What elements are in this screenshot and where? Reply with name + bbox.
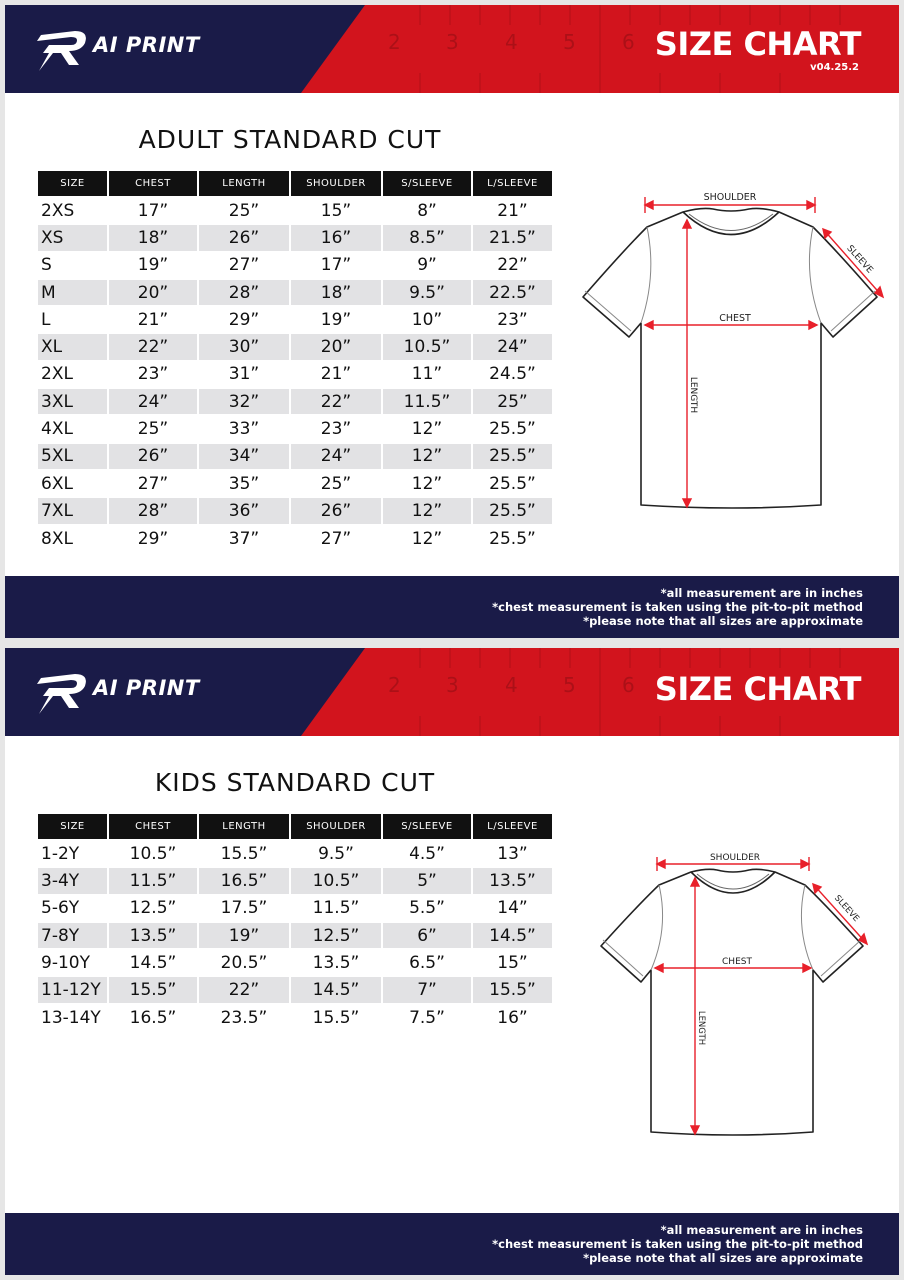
measurement-cell: 4.5” — [382, 840, 472, 867]
column-header: LENGTH — [198, 814, 290, 840]
measurement-cell: 23.5” — [198, 1004, 290, 1031]
length-label: LENGTH — [696, 1010, 706, 1046]
tshirt-measurement-diagram — [595, 848, 875, 1148]
note-line: *all measurement are in inches — [660, 1223, 863, 1237]
measurement-cell: 12” — [382, 443, 472, 470]
measurement-cell: 9.5” — [290, 840, 382, 867]
measurement-cell: 14” — [472, 895, 552, 922]
size-table — [38, 171, 552, 552]
measurement-cell: 31” — [198, 361, 290, 388]
measurement-cell: 23” — [290, 415, 382, 442]
measurement-cell: 25.5” — [472, 525, 552, 552]
measurement-cell: 33” — [198, 415, 290, 442]
size-cell: 4XL — [38, 415, 108, 442]
tshirt-measurement-diagram — [575, 185, 885, 515]
table-row — [38, 867, 552, 894]
footer-banner — [5, 1213, 899, 1275]
ruler-mark: 6 — [622, 673, 635, 697]
size-cell: 7XL — [38, 497, 108, 524]
size-cell: 9-10Y — [38, 949, 108, 976]
sleeve-label: SLEEVE — [832, 893, 861, 924]
measurement-cell: 27” — [108, 470, 198, 497]
measurement-cell: 13.5” — [108, 922, 198, 949]
measurement-cell: 12.5” — [290, 922, 382, 949]
size-cell: 5XL — [38, 443, 108, 470]
table-row — [38, 361, 552, 388]
table-row — [38, 949, 552, 976]
table-row — [38, 415, 552, 442]
shoulder-label: SHOULDER — [709, 853, 761, 863]
measurement-cell: 25.5” — [472, 415, 552, 442]
measurement-cell: 18” — [108, 224, 198, 251]
measurement-cell: 26” — [108, 443, 198, 470]
table-row — [38, 197, 552, 224]
table-row — [38, 895, 552, 922]
column-header: LENGTH — [198, 171, 290, 197]
note-line: *chest measurement is taken using the pit-to-pit method — [492, 600, 863, 614]
measurement-notes — [492, 586, 863, 628]
column-header: SIZE — [38, 814, 108, 840]
table-row — [38, 252, 552, 279]
measurement-cell: 23” — [108, 361, 198, 388]
size-cell: S — [38, 252, 108, 279]
size-cell: L — [38, 306, 108, 333]
cut-title: KIDS STANDARD CUT — [154, 768, 436, 797]
measurement-cell: 17” — [290, 252, 382, 279]
size-cell: 6XL — [38, 470, 108, 497]
measurement-cell: 21” — [290, 361, 382, 388]
measurement-cell: 9” — [382, 252, 472, 279]
measurement-cell: 25.5” — [472, 443, 552, 470]
header-banner — [5, 5, 899, 93]
table-row — [38, 922, 552, 949]
measurement-cell: 25” — [108, 415, 198, 442]
size-cell: 2XS — [38, 197, 108, 224]
measurement-cell: 7” — [382, 976, 472, 1003]
measurement-cell: 27” — [290, 525, 382, 552]
length-label: LENGTH — [688, 376, 698, 414]
measurement-cell: 5.5” — [382, 895, 472, 922]
size-cell: 3XL — [38, 388, 108, 415]
size-chart-title: SIZE CHART — [654, 670, 861, 708]
ruler-mark: 3 — [446, 30, 459, 54]
shoulder-label: SHOULDER — [703, 192, 757, 203]
table-row — [38, 306, 552, 333]
measurement-cell: 15” — [290, 197, 382, 224]
measurement-cell: 22” — [108, 333, 198, 360]
ruler-mark: 5 — [563, 673, 576, 697]
brand-logo-icon — [35, 670, 95, 718]
measurement-cell: 10.5” — [108, 840, 198, 867]
measurement-cell: 12.5” — [108, 895, 198, 922]
ruler-mark: 3 — [446, 673, 459, 697]
measurement-cell: 24” — [108, 388, 198, 415]
column-header: L/SLEEVE — [472, 171, 552, 197]
measurement-cell: 8.5” — [382, 224, 472, 251]
note-line: *chest measurement is taken using the pit-to-pit method — [492, 1237, 863, 1251]
table-row — [38, 525, 552, 552]
table-row — [38, 443, 552, 470]
measurement-cell: 26” — [290, 497, 382, 524]
chest-label: CHEST — [719, 313, 751, 324]
column-header: S/SLEEVE — [382, 171, 472, 197]
measurement-cell: 11.5” — [290, 895, 382, 922]
size-cell: 5-6Y — [38, 895, 108, 922]
measurement-cell: 21.5” — [472, 224, 552, 251]
measurement-cell: 23” — [472, 306, 552, 333]
measurement-cell: 21” — [472, 197, 552, 224]
table-row — [38, 976, 552, 1003]
measurement-cell: 11.5” — [382, 388, 472, 415]
measurement-cell: 11” — [382, 361, 472, 388]
brand-name: AI PRINT — [93, 676, 200, 700]
measurement-cell: 12” — [382, 525, 472, 552]
size-cell: XS — [38, 224, 108, 251]
measurement-cell: 16” — [472, 1004, 552, 1031]
measurement-cell: 13.5” — [472, 867, 552, 894]
footer-banner — [5, 576, 899, 638]
table-row — [38, 333, 552, 360]
measurement-cell: 16.5” — [108, 1004, 198, 1031]
size-cell: 7-8Y — [38, 922, 108, 949]
column-header: L/SLEEVE — [472, 814, 552, 840]
measurement-cell: 14.5” — [290, 976, 382, 1003]
size-cell: 2XL — [38, 361, 108, 388]
measurement-cell: 24” — [472, 333, 552, 360]
measurement-cell: 15.5” — [472, 976, 552, 1003]
measurement-cell: 6” — [382, 922, 472, 949]
measurement-cell: 22” — [290, 388, 382, 415]
measurement-cell: 11.5” — [108, 867, 198, 894]
measurement-cell: 10.5” — [382, 333, 472, 360]
column-header: SIZE — [38, 171, 108, 197]
measurement-cell: 30” — [198, 333, 290, 360]
measurement-cell: 19” — [198, 922, 290, 949]
ruler-mark: 2 — [388, 673, 401, 697]
measurement-cell: 19” — [290, 306, 382, 333]
measurement-cell: 22.5” — [472, 279, 552, 306]
measurement-cell: 35” — [198, 470, 290, 497]
measurement-cell: 15.5” — [290, 1004, 382, 1031]
size-cell: 8XL — [38, 525, 108, 552]
adult-size-chart-sheet — [5, 5, 899, 638]
size-cell: 1-2Y — [38, 840, 108, 867]
measurement-cell: 28” — [198, 279, 290, 306]
measurement-cell: 13.5” — [290, 949, 382, 976]
measurement-cell: 14.5” — [108, 949, 198, 976]
brand-logo-icon — [35, 27, 95, 75]
measurement-cell: 21” — [108, 306, 198, 333]
chest-label: CHEST — [722, 957, 752, 967]
measurement-cell: 36” — [198, 497, 290, 524]
size-cell: XL — [38, 333, 108, 360]
measurement-cell: 22” — [198, 976, 290, 1003]
header-banner — [5, 648, 899, 736]
measurement-cell: 8” — [382, 197, 472, 224]
table-row — [38, 388, 552, 415]
measurement-cell: 10” — [382, 306, 472, 333]
measurement-cell: 22” — [472, 252, 552, 279]
measurement-cell: 15.5” — [198, 840, 290, 867]
measurement-cell: 29” — [108, 525, 198, 552]
measurement-cell: 20” — [108, 279, 198, 306]
size-cell: M — [38, 279, 108, 306]
measurement-cell: 34” — [198, 443, 290, 470]
table-row — [38, 224, 552, 251]
measurement-cell: 25” — [290, 470, 382, 497]
cut-title: ADULT STANDARD CUT — [138, 125, 442, 154]
measurement-cell: 25.5” — [472, 497, 552, 524]
measurement-cell: 13” — [472, 840, 552, 867]
column-header: SHOULDER — [290, 171, 382, 197]
measurement-cell: 6.5” — [382, 949, 472, 976]
measurement-cell: 27” — [198, 252, 290, 279]
size-cell: 3-4Y — [38, 867, 108, 894]
measurement-cell: 29” — [198, 306, 290, 333]
measurement-cell: 15” — [472, 949, 552, 976]
note-line: *please note that all sizes are approximate — [583, 614, 863, 628]
measurement-cell: 20” — [290, 333, 382, 360]
kids-size-chart-sheet — [5, 648, 899, 1275]
measurement-cell: 25.5” — [472, 470, 552, 497]
table-row — [38, 840, 552, 867]
note-line: *all measurement are in inches — [660, 586, 863, 600]
measurement-cell: 17.5” — [198, 895, 290, 922]
measurement-cell: 25” — [198, 197, 290, 224]
column-header: CHEST — [108, 814, 198, 840]
measurement-cell: 32” — [198, 388, 290, 415]
measurement-cell: 12” — [382, 470, 472, 497]
table-row — [38, 497, 552, 524]
measurement-cell: 20.5” — [198, 949, 290, 976]
version-label: v04.25.2 — [810, 62, 859, 73]
ruler-mark: 5 — [563, 30, 576, 54]
ruler-mark: 2 — [388, 30, 401, 54]
size-chart-title: SIZE CHART — [654, 25, 861, 63]
column-header: SHOULDER — [290, 814, 382, 840]
measurement-cell: 10.5” — [290, 867, 382, 894]
measurement-cell: 14.5” — [472, 922, 552, 949]
ruler-mark: 4 — [505, 673, 518, 697]
measurement-cell: 7.5” — [382, 1004, 472, 1031]
note-line: *please note that all sizes are approximate — [583, 1251, 863, 1265]
measurement-cell: 12” — [382, 497, 472, 524]
table-row — [38, 470, 552, 497]
measurement-notes — [492, 1223, 863, 1265]
measurement-cell: 18” — [290, 279, 382, 306]
measurement-cell: 24” — [290, 443, 382, 470]
measurement-cell: 28” — [108, 497, 198, 524]
sleeve-label: SLEEVE — [844, 243, 875, 276]
table-header-row — [38, 171, 552, 197]
table-row — [38, 279, 552, 306]
measurement-cell: 26” — [198, 224, 290, 251]
measurement-cell: 17” — [108, 197, 198, 224]
size-table — [38, 814, 552, 1031]
measurement-cell: 15.5” — [108, 976, 198, 1003]
size-cell: 13-14Y — [38, 1004, 108, 1031]
table-row — [38, 1004, 552, 1031]
measurement-cell: 19” — [108, 252, 198, 279]
measurement-cell: 16.5” — [198, 867, 290, 894]
measurement-cell: 5” — [382, 867, 472, 894]
measurement-cell: 12” — [382, 415, 472, 442]
measurement-cell: 16” — [290, 224, 382, 251]
table-header-row — [38, 814, 552, 840]
measurement-cell: 24.5” — [472, 361, 552, 388]
brand-name: AI PRINT — [93, 33, 200, 57]
measurement-cell: 37” — [198, 525, 290, 552]
ruler-mark: 6 — [622, 30, 635, 54]
size-cell: 11-12Y — [38, 976, 108, 1003]
measurement-cell: 9.5” — [382, 279, 472, 306]
measurement-cell: 25” — [472, 388, 552, 415]
ruler-mark: 4 — [505, 30, 518, 54]
column-header: CHEST — [108, 171, 198, 197]
column-header: S/SLEEVE — [382, 814, 472, 840]
